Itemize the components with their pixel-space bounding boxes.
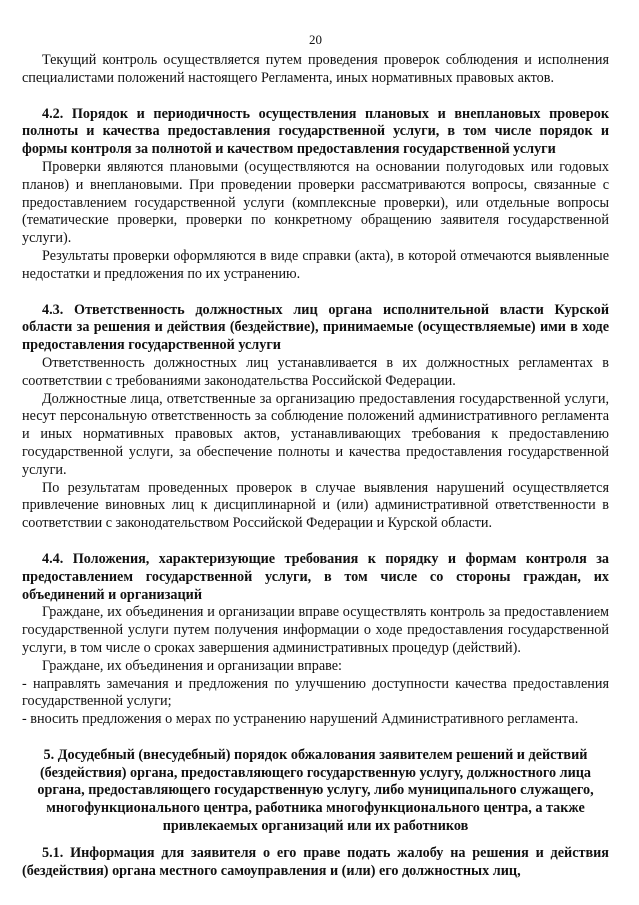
- heading-4-2: 4.2. Порядок и периодичность осуществления плановых и внеплановых проверок полноты и качества предоставления государственной услуги, в том числе порядок и формы контроля за полнотой и качеством предоставления государственной услуги: [22, 105, 609, 158]
- spacer: [22, 836, 609, 845]
- paragraph-4-4-2: Граждане, их объединения и организации вправе:: [42, 657, 342, 674]
- page-number: 20: [309, 32, 322, 47]
- list-item: - вносить предложения о мерах по устранению нарушений Административного регламента.: [22, 711, 579, 728]
- paragraph-4-4-1: Граждане, их объединения и организации вправе осуществлять контроль за предоставлением государственной услуги путем получения информации о ходе предоставления государственной услуги, в том числе о сроках завершения административных процедур (действий).: [22, 604, 609, 656]
- heading-5-1: 5.1. Информация для заявителя о его праве подать жалобу на решения и действия (бездействия) органа местного самоуправления и (или) его должностных лиц,: [22, 844, 609, 879]
- list-item: - направлять замечания и предложения по улучшению доступности качества предоставления государственной услуги;: [22, 675, 609, 710]
- spacer: [22, 284, 609, 302]
- heading-4-4: 4.4. Положения, характеризующие требования к порядку и формам контроля за предоставлением государственной услуги, в том числе со стороны граждан, их объединений и организаций: [22, 550, 609, 603]
- paragraph-4-2-1: Проверки являются плановыми (осуществляются на основании полугодовых или годовых планов) и внеплановыми. При проведении проверки рассматриваются вопросы, связанные с предоставлением государственной услуги (комплексные проверки), или отдельные вопросы (тематические проверки, проверки по конкретному обращению заявителя государственной услуги).: [22, 158, 609, 247]
- heading-5: 5. Досудебный (внесудебный) порядок обжалования заявителем решений и действий (бездействия) органа, предоставляющего государственную услугу, должностного лица органа, предоставляющего государственную услугу, либо муниципального служащего, многофункционального центра, работника многофункционального центра, а также привлекаемых организаций или их работников: [37, 746, 594, 835]
- heading-4-3: 4.3. Ответственность должностных лиц органа исполнительной власти Курской области за решения и действия (бездействие), принимаемые (осуществляемые) ими в ходе предоставления государственной услуги: [22, 301, 609, 354]
- paragraph-4-3-2: Должностные лица, ответственные за организацию предоставления государственной услуги, несут персональную ответственность за соблюдение положений административного регламента и иных нормативных правовых актов, устанавливающих требования к предоставлению государственной услуги, за обеспечение полноты и качества предоставления государственной услуги.: [22, 390, 609, 478]
- paragraph-4-2-2: Результаты проверки оформляются в виде справки (акта), в которой отмечаются выявленные недостатки и предложения по их устранению.: [22, 247, 609, 282]
- paragraph-intro: Текущий контроль осуществляется путем проведения проверок соблюдения и исполнения специалистами положений настоящего Регламента, иных нормативных правовых актов.: [22, 52, 609, 86]
- paragraph-4-3-3: По результатам проведенных проверок в случае выявления нарушений осуществляется привлечение виновных лиц к дисциплинарной и (или) административной ответственности в соответствии с законодательством Российской Федерации и Курской области.: [22, 479, 609, 532]
- spacer: [22, 533, 609, 551]
- spacer: [22, 729, 609, 747]
- spacer: [22, 88, 609, 106]
- paragraph-4-3-1: Ответственность должностных лиц устанавливается в их должностных регламентах в соответствии с требованиями законодательства Российской Федерации.: [22, 354, 609, 389]
